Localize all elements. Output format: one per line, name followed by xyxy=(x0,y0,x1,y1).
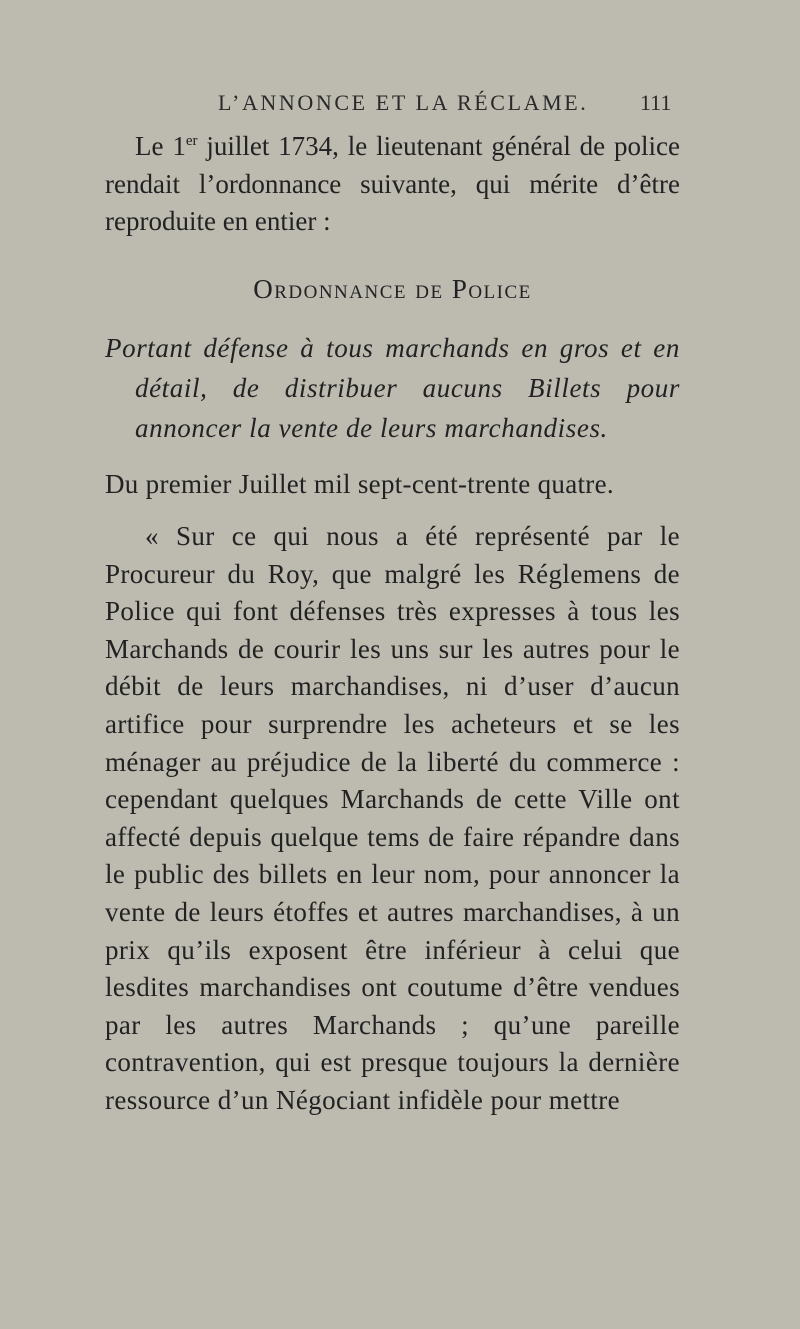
intro-start: Le 1 xyxy=(135,131,186,161)
intro-superscript: er xyxy=(185,133,198,149)
running-title: L’ANNONCE ET LA RÉCLAME. xyxy=(218,90,589,115)
intro-paragraph xyxy=(105,128,680,241)
quote-paragraph: « Sur ce qui nous a été représenté par le Procureur du Roy, que malgré les Réglemens de Police qui font défenses très expresses à tous les Marchands de courir les uns sur les autres pour le débit de leurs marchandises, ni d’user d’aucun artifice pour surprendre les acheteurs et se les ménager au préjudice de la liberté du commerce : cependant quelques Marchands de cette Ville ont affecté depuis quelque tems de faire répandre dans le public des billets en leur nom, pour annoncer la vente de leurs étoffes et autres marchandises, à un prix qu’ils exposent être inférieur à celui que lesdites marchandises ont coutume d’être vendues par les autres Marchands ; qu’une pareille contravention, qui est presque toujours la dernière ressource d’un Négociant infidèle pour mettre xyxy=(105,520,680,1115)
intro-rest: juillet 1734, le lieutenant général de police rendait l’ordonnance suivante, qui mérite d’être reproduite en entier : xyxy=(105,131,680,237)
ordinance-subtitle: Portant défense à tous marchands en gros et en détail, de distribuer aucuns Billets pour annoncer la vente de leurs marchandises. xyxy=(105,333,680,444)
page-number: 111 xyxy=(640,90,672,115)
running-header xyxy=(0,90,800,124)
ordinance-heading: Ordonnance de Police xyxy=(253,273,532,304)
ordinance-date: Du premier Juillet mil sept-cent-trente quatre. xyxy=(105,469,614,500)
page-body xyxy=(105,128,680,1119)
